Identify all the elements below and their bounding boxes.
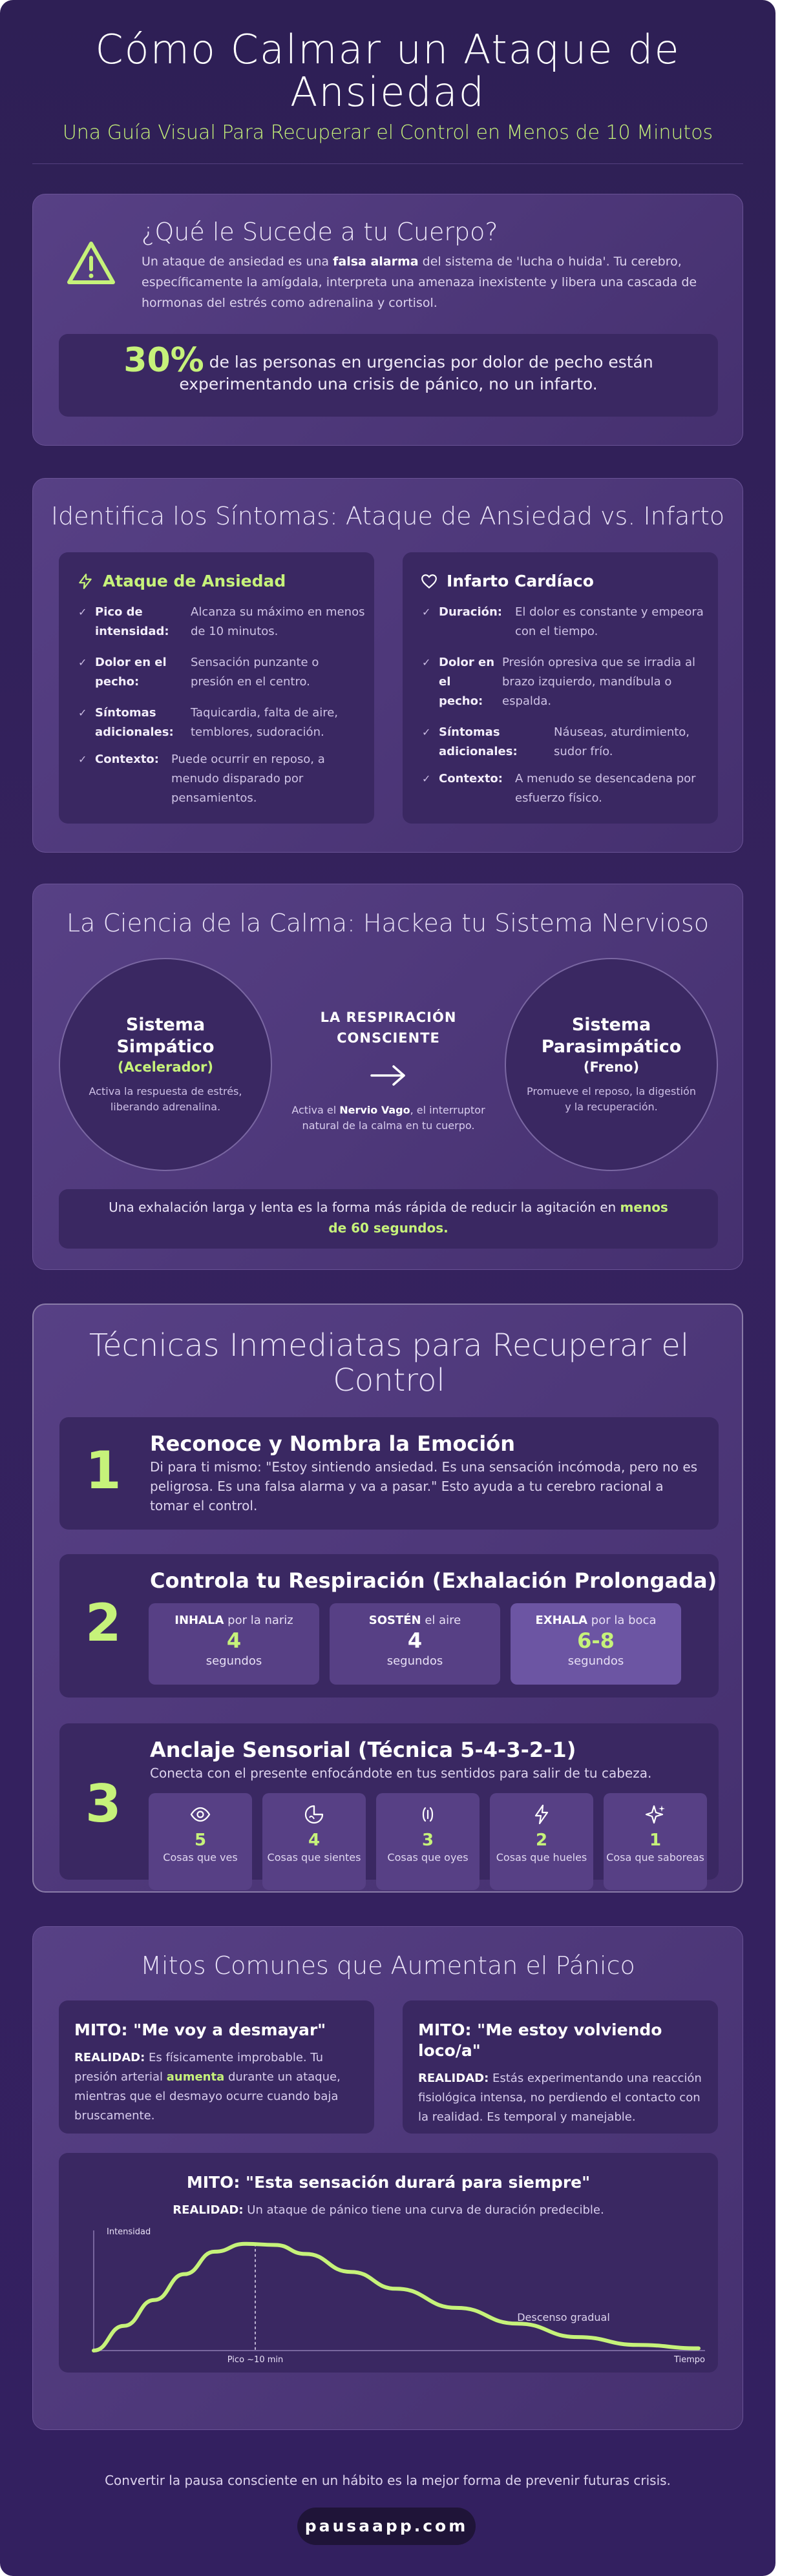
eye-icon [189,1803,211,1825]
technique-1: 1 Reconoce y Nombra la Emoción Di para ti mismo: "Estoy sintiendo ansiedad. Es una sensación incómoda, pero no es peligrosa. Es una falsa alarma y va a pasar." Esto ayuda a tu cerebro racional a tomar el control. [59,1417,719,1530]
sparkle-icon [644,1803,666,1825]
body-section-title: ¿Qué le Sucede a tu Cuerpo? [142,218,498,246]
technique-2: 2 Controla tu Respiración (Exhalación Prolongada) INHALA por la nariz 4 segundos SOSTÉN el aire 4 segundos EXHALA por la boca 6-8 segundos [59,1554,719,1698]
myth-card-2: MITO: "Me estoy volviendo loco/a" REALIDAD: Estás experimentando una reacción fisiológica intensa, no perdiendo el contacto con la realidad. Es temporal y manejable. [403,2000,718,2134]
list-item: ✓ Dolor en el pecho: Presión opresiva que se irradia al brazo izquierdo, mandíbula o espalda. [422,656,695,708]
descent-annotation: Descenso gradual [517,2311,610,2324]
techniques-section [32,1304,743,1893]
arrow-right-icon [369,1063,408,1088]
technique-3: 3 Anclaje Sensorial (Técnica 5-4-3-2-1) Conecta con el presente enfocándote en tus sentidos para salir de tu cabeza. 5 Cosas que ves 4 Cosas que sientes 3 Cosas que oyes 2 Cosas que hueles 1 Cosa que saboreas [59,1723,719,1880]
science-section [32,884,743,1270]
sense-feel: 4 Cosas que sientes [262,1793,366,1890]
lightning-icon [77,573,94,590]
panic-curve-chart [65,2224,712,2366]
list-item: ✓ Síntomas adicionales: Taquicardia, falta de aire, temblores, sudoración. [78,706,339,739]
body-section [32,194,743,446]
anxiety-heading: Ataque de Ansiedad [103,572,286,590]
myth-card-1: MITO: "Me voy a desmayar" REALIDAD: Es físicamente improbable. Tu presión arterial aumenta durante un ataque, mientras que el desmayo ocurre cuando baja bruscamente. [59,2000,374,2134]
science-title: La Ciencia de la Calma: Hackea tu Sistema Nervioso [66,909,710,937]
x-axis-label: Tiempo [673,2355,705,2365]
sympathetic-circle: Sistema Simpático (Acelerador) Activa la respuesta de estrés, liberando adrenalina. [59,958,272,1171]
anxiety-column [59,552,374,824]
stat-value: 30% [123,341,204,380]
symptoms-title: Identifica los Síntomas: Ataque de Ansiedad vs. Infarto [50,502,725,530]
symptoms-section [32,478,743,853]
list-item: ✓ Síntomas adicionales: Náuseas, aturdimiento, sudor frío. [422,725,690,758]
stat-box [59,334,718,417]
peak-label: Pico ~10 min [227,2355,284,2365]
page-subtitle: Una Guía Visual Para Recuperar el Control en Menos de 10 Minutos [62,121,713,144]
list-item: ✓ Contexto: Puede ocurrir en reposo, a menudo disparado por pensamientos. [78,753,325,805]
heart-icon [421,573,438,590]
inhale-step: INHALA por la nariz 4 segundos [149,1603,319,1685]
myth-card-3: MITO: "Esta sensación durará para siempre" REALIDAD: Un ataque de pánico tiene una curva de duración predecible. Intensidad Tiempo Pico ~10 min Descenso gradual [59,2153,718,2373]
brand-link[interactable]: pausaapp.com [297,2508,476,2545]
sense-taste: 1 Cosa que saboreas [604,1793,707,1890]
sense-hear: 3 Cosas que oyes [376,1793,480,1890]
warning-icon [65,240,117,286]
heart-heading: Infarto Cardíaco [447,572,594,590]
nose-icon [531,1803,553,1825]
exhale-step: EXHALA por la boca 6-8 segundos [511,1603,681,1685]
hand-icon [303,1803,325,1825]
breathing-connector: LA RESPIRACIÓN CONSCIENTE Activa el Nervio Vago, el interruptor natural de la calma en tu cuerpo. [291,1010,485,1132]
myths-section [32,1926,743,2430]
footer-text: Convertir la pausa consciente en un hábito es la mejor forma de prevenir futuras crisis. [105,2473,671,2488]
stat-text: de las personas en urgencias por dolor de pecho están experimentando una crisis de pánico, no un infarto. [179,353,653,393]
ear-icon [417,1803,439,1825]
list-item: ✓ Pico de intensidad: Alcanza su máximo en menos de 10 minutos. [78,605,365,638]
parasympathetic-circle: Sistema Parasimpático (Freno) Promueve el reposo, la digestión y la recuperación. [505,958,718,1171]
science-callout: Una exhalación larga y lenta es la forma más rápida de reducir la agitación en menos de 60 segundos. [59,1189,718,1249]
body-section-text: Un ataque de ansiedad es una falsa alarma del sistema de 'lucha o huida'. Tu cerebro, específicamente la amígdala, interpreta una amenaza inexistente y libera una cascada de hormonas del estrés como adrenalina y cortisol. [142,254,697,310]
sense-see: 5 Cosas que ves [149,1793,252,1890]
intensity-curve [94,2244,699,2351]
page-title: Cómo Calmar un Ataque de Ansiedad [95,26,680,116]
list-item: ✓ Duración: El dolor es constante y empeora con el tiempo. [422,605,704,638]
techniques-title: Técnicas Inmediatas para Recuperar el Control [89,1327,690,1398]
y-axis-label: Intensidad [107,2227,151,2237]
divider [32,163,743,164]
list-item: ✓ Dolor en el pecho: Sensación punzante o presión en el centro. [78,656,319,689]
sense-smell: 2 Cosas que hueles [490,1793,593,1890]
header [0,0,775,164]
hold-step: SOSTÉN el aire 4 segundos [330,1603,500,1685]
list-item: ✓ Contexto: A menudo se desencadena por esfuerzo físico. [422,772,696,805]
myths-title: Mitos Comunes que Aumentan el Pánico [140,1951,635,1980]
heart-column [403,552,718,824]
